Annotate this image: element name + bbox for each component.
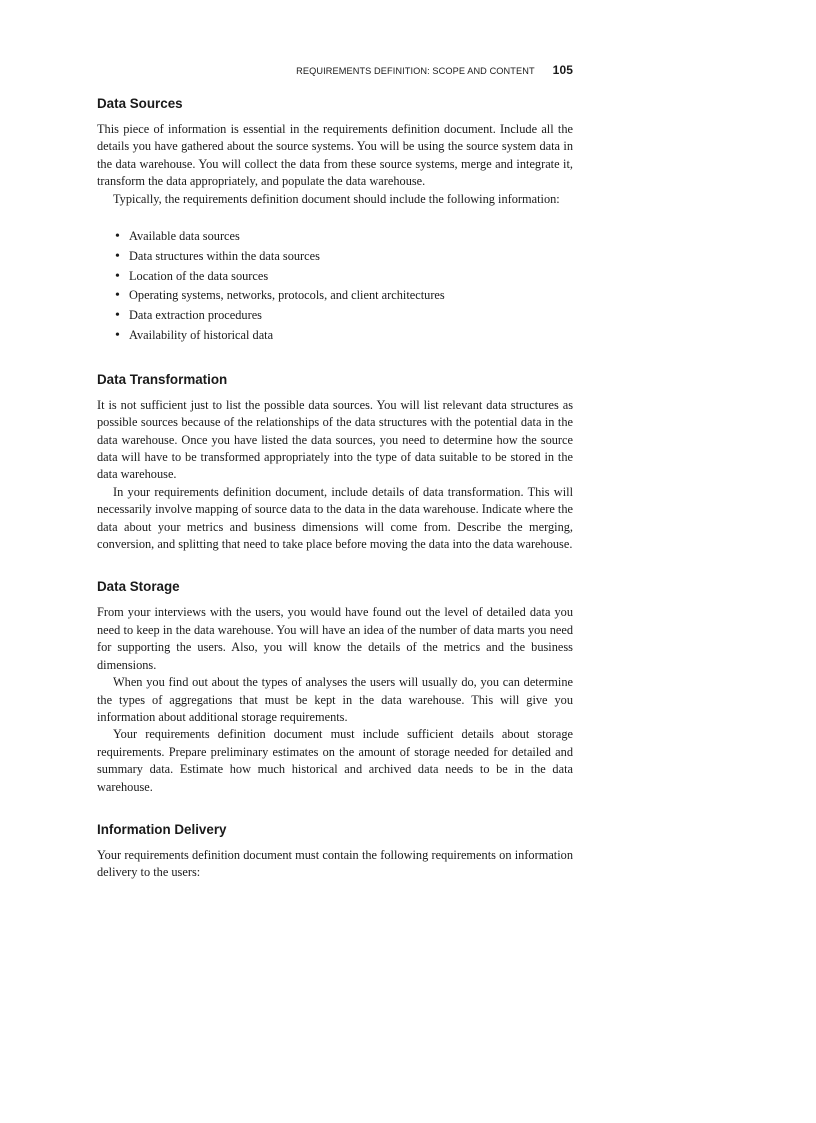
list-item: • Location of the data sources xyxy=(115,267,573,287)
list-item: • Data structures within the data sources xyxy=(115,247,573,267)
page-number: 105 xyxy=(552,63,573,77)
heading-data-storage: Data Storage xyxy=(97,579,180,595)
running-title: REQUIREMENTS DEFINITION: SCOPE AND CONTENT xyxy=(296,66,535,76)
section-data-transformation xyxy=(97,372,573,554)
paragraph: When you find out about the types of analyses the users will usually do, you can determine the types of aggregations that must be kept in the data warehouse. This will give you information about additional storage requirements. xyxy=(97,675,573,724)
paragraph: This piece of information is essential in the requirements definition document. Include all the details you have gathered about the source systems. You will be using the source system data in the data warehouse. You will collect the data from these source systems, merge and integrate it, transform the data appropriately, and populate the data warehouse. xyxy=(97,122,573,189)
heading-data-sources: Data Sources xyxy=(97,96,183,111)
list-item: • Operating systems, networks, protocols, and client architectures xyxy=(115,286,573,306)
page-body xyxy=(97,96,573,882)
section-information-delivery xyxy=(97,822,573,882)
section-data-sources xyxy=(97,96,573,346)
list-item: • Availability of historical data xyxy=(115,326,573,346)
heading-data-transformation: Data Transformation xyxy=(97,371,228,387)
bullet-list xyxy=(97,227,573,346)
paragraph: Your requirements definition document must include sufficient details about storage requirements. Prepare preliminary estimates on the amount of storage needed for detailed and summary data. Estimate how much historical and archived data needs to be in the data warehouse. xyxy=(97,727,573,794)
running-header xyxy=(97,63,573,78)
paragraph: Your requirements definition document must contain the following requirements on information delivery to the users: xyxy=(97,847,573,880)
paragraph: Typically, the requirements definition document should include the following information: xyxy=(113,191,560,206)
list-item: • Data extraction procedures xyxy=(115,306,573,326)
section-data-storage xyxy=(97,579,573,795)
heading-information-delivery: Information Delivery xyxy=(97,821,227,837)
list-item: • Available data sources xyxy=(115,227,573,247)
paragraph: In your requirements definition document, include details of data transformation. This will necessarily involve mapping of source data to the data in the data warehouse. Indicate where the data about your metrics and business dimensions will come from. Describe the merging, conversion, and splitting that need to take place before moving the data into the data warehouse. xyxy=(97,484,573,552)
paragraph: From your interviews with the users, you would have found out the level of detailed data you need to keep in the data warehouse. You will have an idea of the number of data marts you need for supporting the users. Also, you will know the details of the metrics and the business dimensions. xyxy=(97,605,573,672)
paragraph: It is not sufficient just to list the possible data sources. You will list relevant data structures as possible sources because of the relationships of the data structures with the potential data in the data warehouse. Once you have listed the data sources, you need to determine how the source data will have to be transformed appropriately into the type of data suitable to be stored in the data warehouse. xyxy=(97,397,573,482)
